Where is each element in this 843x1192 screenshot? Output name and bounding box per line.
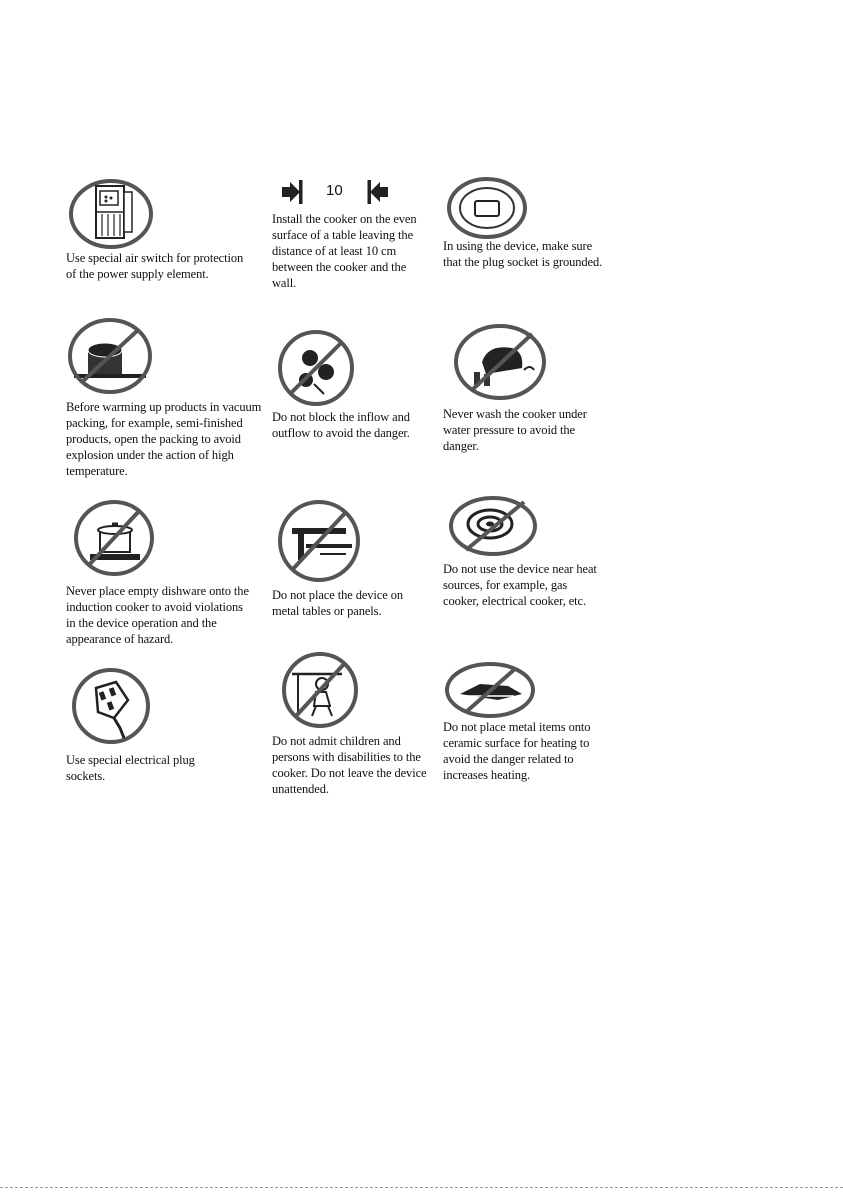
caption-metal-items: Do not place metal items onto ceramic surface for heating to avoid the danger related to increases heating. <box>443 720 591 782</box>
caption-vent: Do not block the inflow and outflow to avoid the danger. <box>272 410 410 440</box>
caption-dishware: Never place empty dishware onto the induction cooker to avoid violations in the device operation and the appearance of hazard. <box>66 584 249 646</box>
caption-distance: Install the cooker on the even surface of a table leaving the distance of at least 10 cm between the cooker and the wall. <box>272 212 417 290</box>
electrical-plug-icon <box>70 666 152 746</box>
caption-children: Do not admit children and persons with disabilities to the cooker. Do not leave the device unattended. <box>272 734 427 796</box>
grounded-socket-icon <box>446 176 528 240</box>
no-block-vent-icon <box>276 328 356 408</box>
arrow-right-stop-icon <box>278 180 304 204</box>
caption-grounded: In using the device, make sure that the plug socket is grounded. <box>443 239 603 269</box>
no-empty-dishware-icon <box>72 498 156 578</box>
circuit-breaker-icon <box>68 178 154 250</box>
caption-water: Never wash the cooker under water pressure to avoid the danger. <box>443 407 587 453</box>
caption-vacuum: Before warming up products in vacuum packing, for example, semi-finished products, open the packing to avoid explosion under the action of high temperature. <box>66 400 262 478</box>
no-metal-table-icon <box>276 498 362 584</box>
arrow-left-stop-icon <box>366 180 392 204</box>
caption-heat-source: Do not use the device near heat sources, for example, gas cooker, electrical cooker, etc. <box>443 562 597 608</box>
caption-plug: Use special electrical plug sockets. <box>66 753 195 783</box>
page-bottom-rule <box>0 1187 843 1188</box>
caption-air-switch: Use special air switch for protection of the power supply element. <box>66 251 244 281</box>
caption-metal-table: Do not place the device on metal tables or panels. <box>272 588 404 618</box>
no-water-wash-icon <box>452 322 548 402</box>
distance-gap-icon <box>278 178 390 208</box>
no-metal-items-icon <box>444 660 536 720</box>
no-heat-source-icon <box>448 494 538 558</box>
distance-label: 10 <box>326 182 343 199</box>
no-vacuum-pack-icon <box>66 316 154 396</box>
no-children-icon <box>280 650 360 730</box>
